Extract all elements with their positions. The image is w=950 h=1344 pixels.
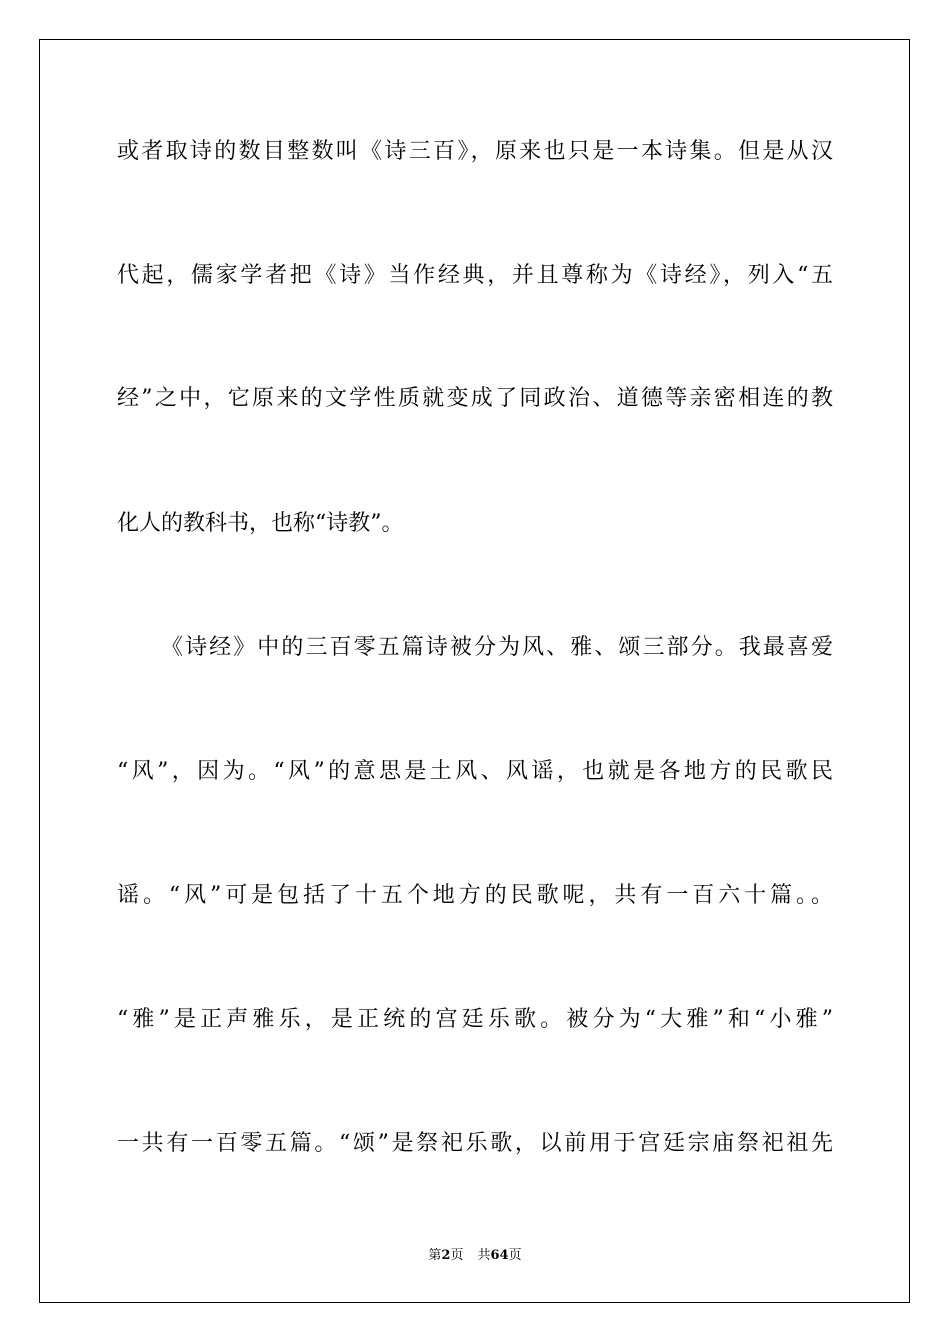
text-line-2: 代起，儒家学者把《诗》当作经典，并且尊称为《诗经》，列入“五 [117,263,833,288]
page-border [39,39,910,1303]
page-number: 2 [441,1248,451,1263]
text-line-5: 《诗经》中的三百零五篇诗被分为风、雅、颂三部分。我最喜爱 [161,635,833,660]
text-line-8: “雅”是正声雅乐，是正统的宫廷乐歌。被分为“大雅”和“小雅” [117,1007,833,1032]
text-line-4: 化人的教科书，也称“诗教”。 [117,511,404,536]
text-line-1: 或者取诗的数目整数叫《诗三百》，原来也只是一本诗集。但是从汉 [117,139,833,164]
text-line-9: 一共有一百零五篇。“颂”是祭祀乐歌，以前用于宫廷宗庙祭祀祖先 [117,1131,833,1156]
page-prefix: 第 [428,1248,442,1263]
total-suffix: 页 [508,1248,522,1263]
text-line-3: 经”之中，它原来的文学性质就变成了同政治、道德等亲密相连的教 [117,386,833,411]
page-footer [0,1246,950,1266]
page-suffix: 页 [450,1248,464,1263]
total-prefix: 共 [477,1248,491,1263]
total-pages: 64 [490,1248,509,1263]
text-line-7: 谣。“风”可是包括了十五个地方的民歌呢，共有一百六十篇。。 [117,883,833,908]
text-line-6: “风”，因为。“风”的意思是土风、风谣，也就是各地方的民歌民 [117,759,833,784]
